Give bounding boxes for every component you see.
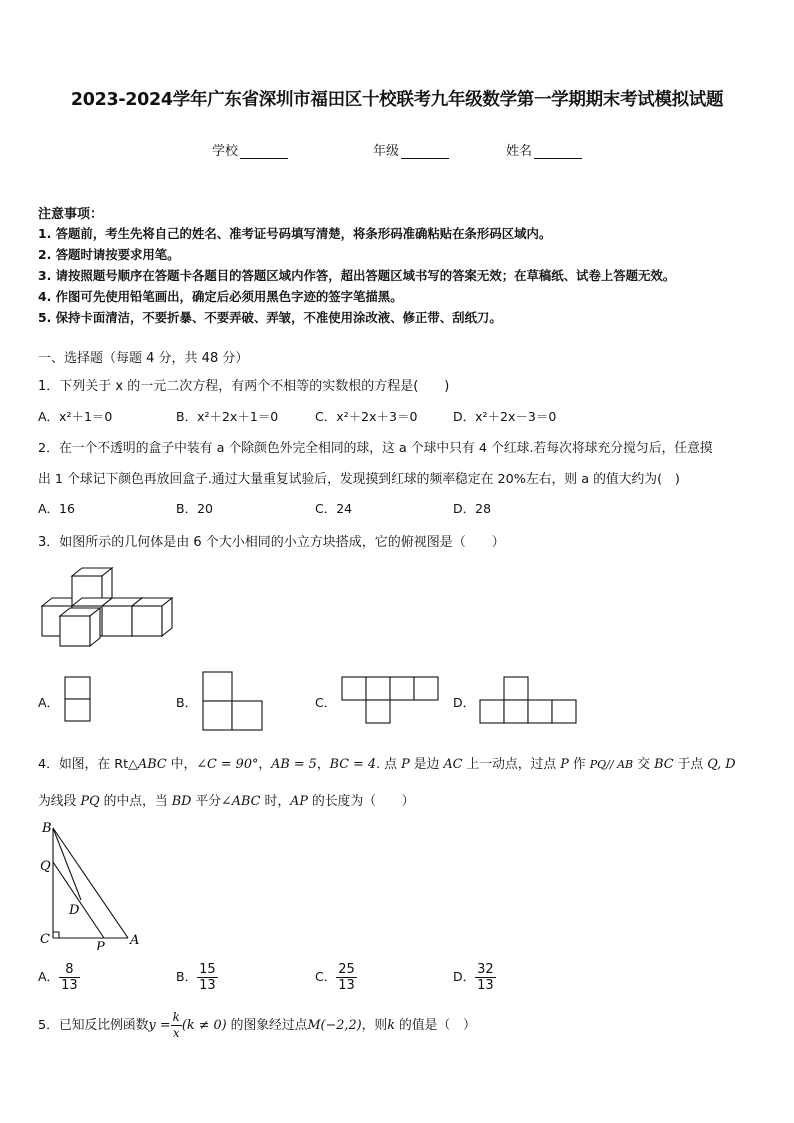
grade-blank bbox=[401, 145, 449, 159]
q5-stem bbox=[38, 1010, 476, 1041]
q1-option-b: B．x²＋2x＋1＝0 bbox=[176, 409, 279, 424]
q4-option-label: D． bbox=[453, 969, 476, 984]
q4-text: 于点 bbox=[673, 757, 708, 772]
q4-text: 的中点，当 bbox=[99, 794, 172, 809]
notes-heading: 注意事项： bbox=[38, 207, 104, 222]
q4-text: ， bbox=[316, 757, 330, 772]
note-item: 2. 答题时请按要求用笔。 bbox=[38, 247, 180, 262]
q4-math: PQ// AB bbox=[589, 758, 634, 771]
q4-math: ABC bbox=[137, 757, 167, 772]
numerator: 8 bbox=[59, 962, 80, 978]
q2-option-b: B．20 bbox=[176, 501, 213, 516]
label-a: A bbox=[130, 933, 140, 948]
denominator: 13 bbox=[338, 978, 355, 993]
q3-option-d-figure bbox=[479, 676, 578, 724]
denominator: 13 bbox=[199, 978, 216, 993]
name-field bbox=[506, 140, 582, 159]
q4-math: AC bbox=[443, 757, 463, 772]
label-p: P bbox=[96, 940, 105, 950]
denominator: 13 bbox=[61, 978, 78, 993]
q3-option-a-label: A． bbox=[38, 695, 60, 710]
page-title: 2023-2024学年广东省深圳市福田区十校联考九年级数学第一学期期末考试模拟试题 bbox=[70, 90, 724, 110]
q2-option-a: A．16 bbox=[38, 501, 75, 516]
q5-text: 的图象经过点 bbox=[226, 1018, 308, 1033]
q4-option-label: A． bbox=[38, 969, 60, 984]
q3-stem: 3．如图所示的几何体是由 6 个大小相同的小立方块搭成，它的俯视图是（ ） bbox=[38, 535, 505, 550]
q4-text: 上一动点，过点 bbox=[462, 757, 561, 772]
q5-text: 的值是（ ） bbox=[394, 1018, 476, 1033]
q5-math: k bbox=[387, 1018, 395, 1033]
q4-math: ∠ABC bbox=[221, 794, 261, 809]
q4-text: 的长度为（ ） bbox=[307, 794, 415, 809]
q5-text: 5．已知反比例函数 bbox=[38, 1018, 149, 1033]
q4-text: . 点 bbox=[376, 757, 402, 772]
label-c: C bbox=[40, 932, 50, 947]
q5-math: (k ≠ 0) bbox=[181, 1018, 227, 1033]
q4-triangle-figure bbox=[38, 818, 148, 950]
name-label: 姓名 bbox=[506, 144, 533, 159]
q4-text: 是边 bbox=[409, 757, 444, 772]
q5-math: y = bbox=[148, 1018, 171, 1033]
numerator: 25 bbox=[338, 962, 355, 977]
q4-math: AP bbox=[290, 794, 308, 809]
denominator: x bbox=[172, 1026, 180, 1040]
q4-line2 bbox=[38, 790, 414, 809]
q4-math: P bbox=[560, 757, 569, 772]
name-blank bbox=[534, 145, 582, 159]
q4-math: BD bbox=[171, 794, 192, 809]
q2-line1: 2．在一个不透明的盒子中装有 a 个除颜色外完全相同的球，这 a 个球中只有 4 个红球.若每次将球充分搅匀后，任意摸 bbox=[38, 441, 713, 456]
grade-label: 年级 bbox=[373, 144, 400, 159]
q4-option-label: B． bbox=[176, 969, 198, 984]
q4-option-label: C． bbox=[315, 969, 337, 984]
q4-text: 时， bbox=[260, 794, 291, 809]
q4-text: 4．如图，在 Rt△ bbox=[38, 757, 138, 772]
q4-text: 平分 bbox=[191, 794, 222, 809]
q3-option-c-figure bbox=[341, 676, 439, 724]
q4-text: 作 bbox=[568, 757, 590, 772]
denominator: 13 bbox=[477, 978, 494, 993]
q4-option-fraction bbox=[475, 962, 496, 993]
q5-text: ，则 bbox=[361, 1018, 388, 1033]
q2-line2: 出 1 个球记下颜色再放回盒子.通过大量重复试验后，发现摸到红球的频率稳定在 20%左右，则 a 的值大约为( ) bbox=[38, 472, 680, 487]
q4-math: PQ bbox=[80, 794, 100, 809]
label-b: B bbox=[42, 821, 52, 836]
q4-text: 交 bbox=[633, 757, 655, 772]
q4-text: 中， bbox=[166, 757, 197, 772]
school-blank bbox=[240, 145, 288, 159]
q4-math: P bbox=[401, 757, 410, 772]
q3-option-c-label: C． bbox=[315, 695, 337, 710]
q1-option-d: D．x²＋2x－3＝0 bbox=[453, 409, 557, 424]
q3-cubes-figure bbox=[36, 566, 176, 650]
grade-field bbox=[373, 140, 449, 159]
q4-option-fraction bbox=[59, 962, 80, 993]
q4-math: BC bbox=[654, 757, 674, 772]
section-heading: 一、选择题（每题 4 分，共 48 分） bbox=[38, 351, 249, 366]
q2-option-d: D．28 bbox=[453, 501, 492, 516]
note-item: 3. 请按照题号顺序在答题卡各题目的答题区域内作答，超出答题区域书写的答案无效；在草稿纸、试卷上答题无效。 bbox=[38, 268, 676, 283]
q4-text: 为线段 bbox=[38, 794, 81, 809]
numerator: k bbox=[172, 1010, 180, 1024]
label-d: D bbox=[69, 903, 80, 918]
label-q: Q bbox=[40, 859, 51, 874]
school-field bbox=[212, 140, 288, 159]
note-item: 4. 作图可先使用铅笔画出，确定后必须用黑色字迹的签字笔描黑。 bbox=[38, 289, 403, 304]
q2-option-c: C．24 bbox=[315, 501, 353, 516]
q4-option-a bbox=[38, 962, 80, 993]
numerator: 32 bbox=[477, 962, 494, 977]
q4-option-b bbox=[176, 962, 218, 993]
q4-text: ， bbox=[258, 757, 272, 772]
numerator: 15 bbox=[199, 962, 216, 977]
q4-line1 bbox=[38, 753, 735, 772]
q1-option-c: C．x²＋2x＋3＝0 bbox=[315, 409, 418, 424]
q4-option-c bbox=[315, 962, 357, 993]
q4-math: AB = 5 bbox=[271, 757, 317, 772]
q5-fraction bbox=[171, 1010, 182, 1041]
q4-option-d bbox=[453, 962, 496, 993]
q3-option-b-figure bbox=[202, 671, 264, 731]
q1-stem: 1．下列关于 x 的一元二次方程，有两个不相等的实数根的方程是( ) bbox=[38, 379, 450, 394]
note-item: 1. 答题前，考生先将自己的姓名、准考证号码填写清楚，将条形码准确粘贴在条形码区域内。 bbox=[38, 226, 552, 241]
q3-option-d-label: D． bbox=[453, 695, 476, 710]
q4-option-fraction bbox=[336, 962, 357, 993]
note-item: 5. 保持卡面清洁，不要折暴、不要弄破、弄皱，不准使用涂改液、修正带、刮纸刀。 bbox=[38, 310, 502, 325]
q4-math: BC = 4 bbox=[329, 757, 377, 772]
q4-math: Q, D bbox=[707, 757, 736, 772]
q1-option-a: A．x²＋1＝0 bbox=[38, 409, 113, 424]
q3-option-a-figure bbox=[64, 676, 92, 722]
q4-option-fraction bbox=[197, 962, 218, 993]
school-label: 学校 bbox=[212, 144, 239, 159]
q5-math: M(−2,2) bbox=[307, 1018, 362, 1033]
q3-option-b-label: B． bbox=[176, 695, 198, 710]
q4-math: ∠C = 90° bbox=[196, 757, 259, 772]
